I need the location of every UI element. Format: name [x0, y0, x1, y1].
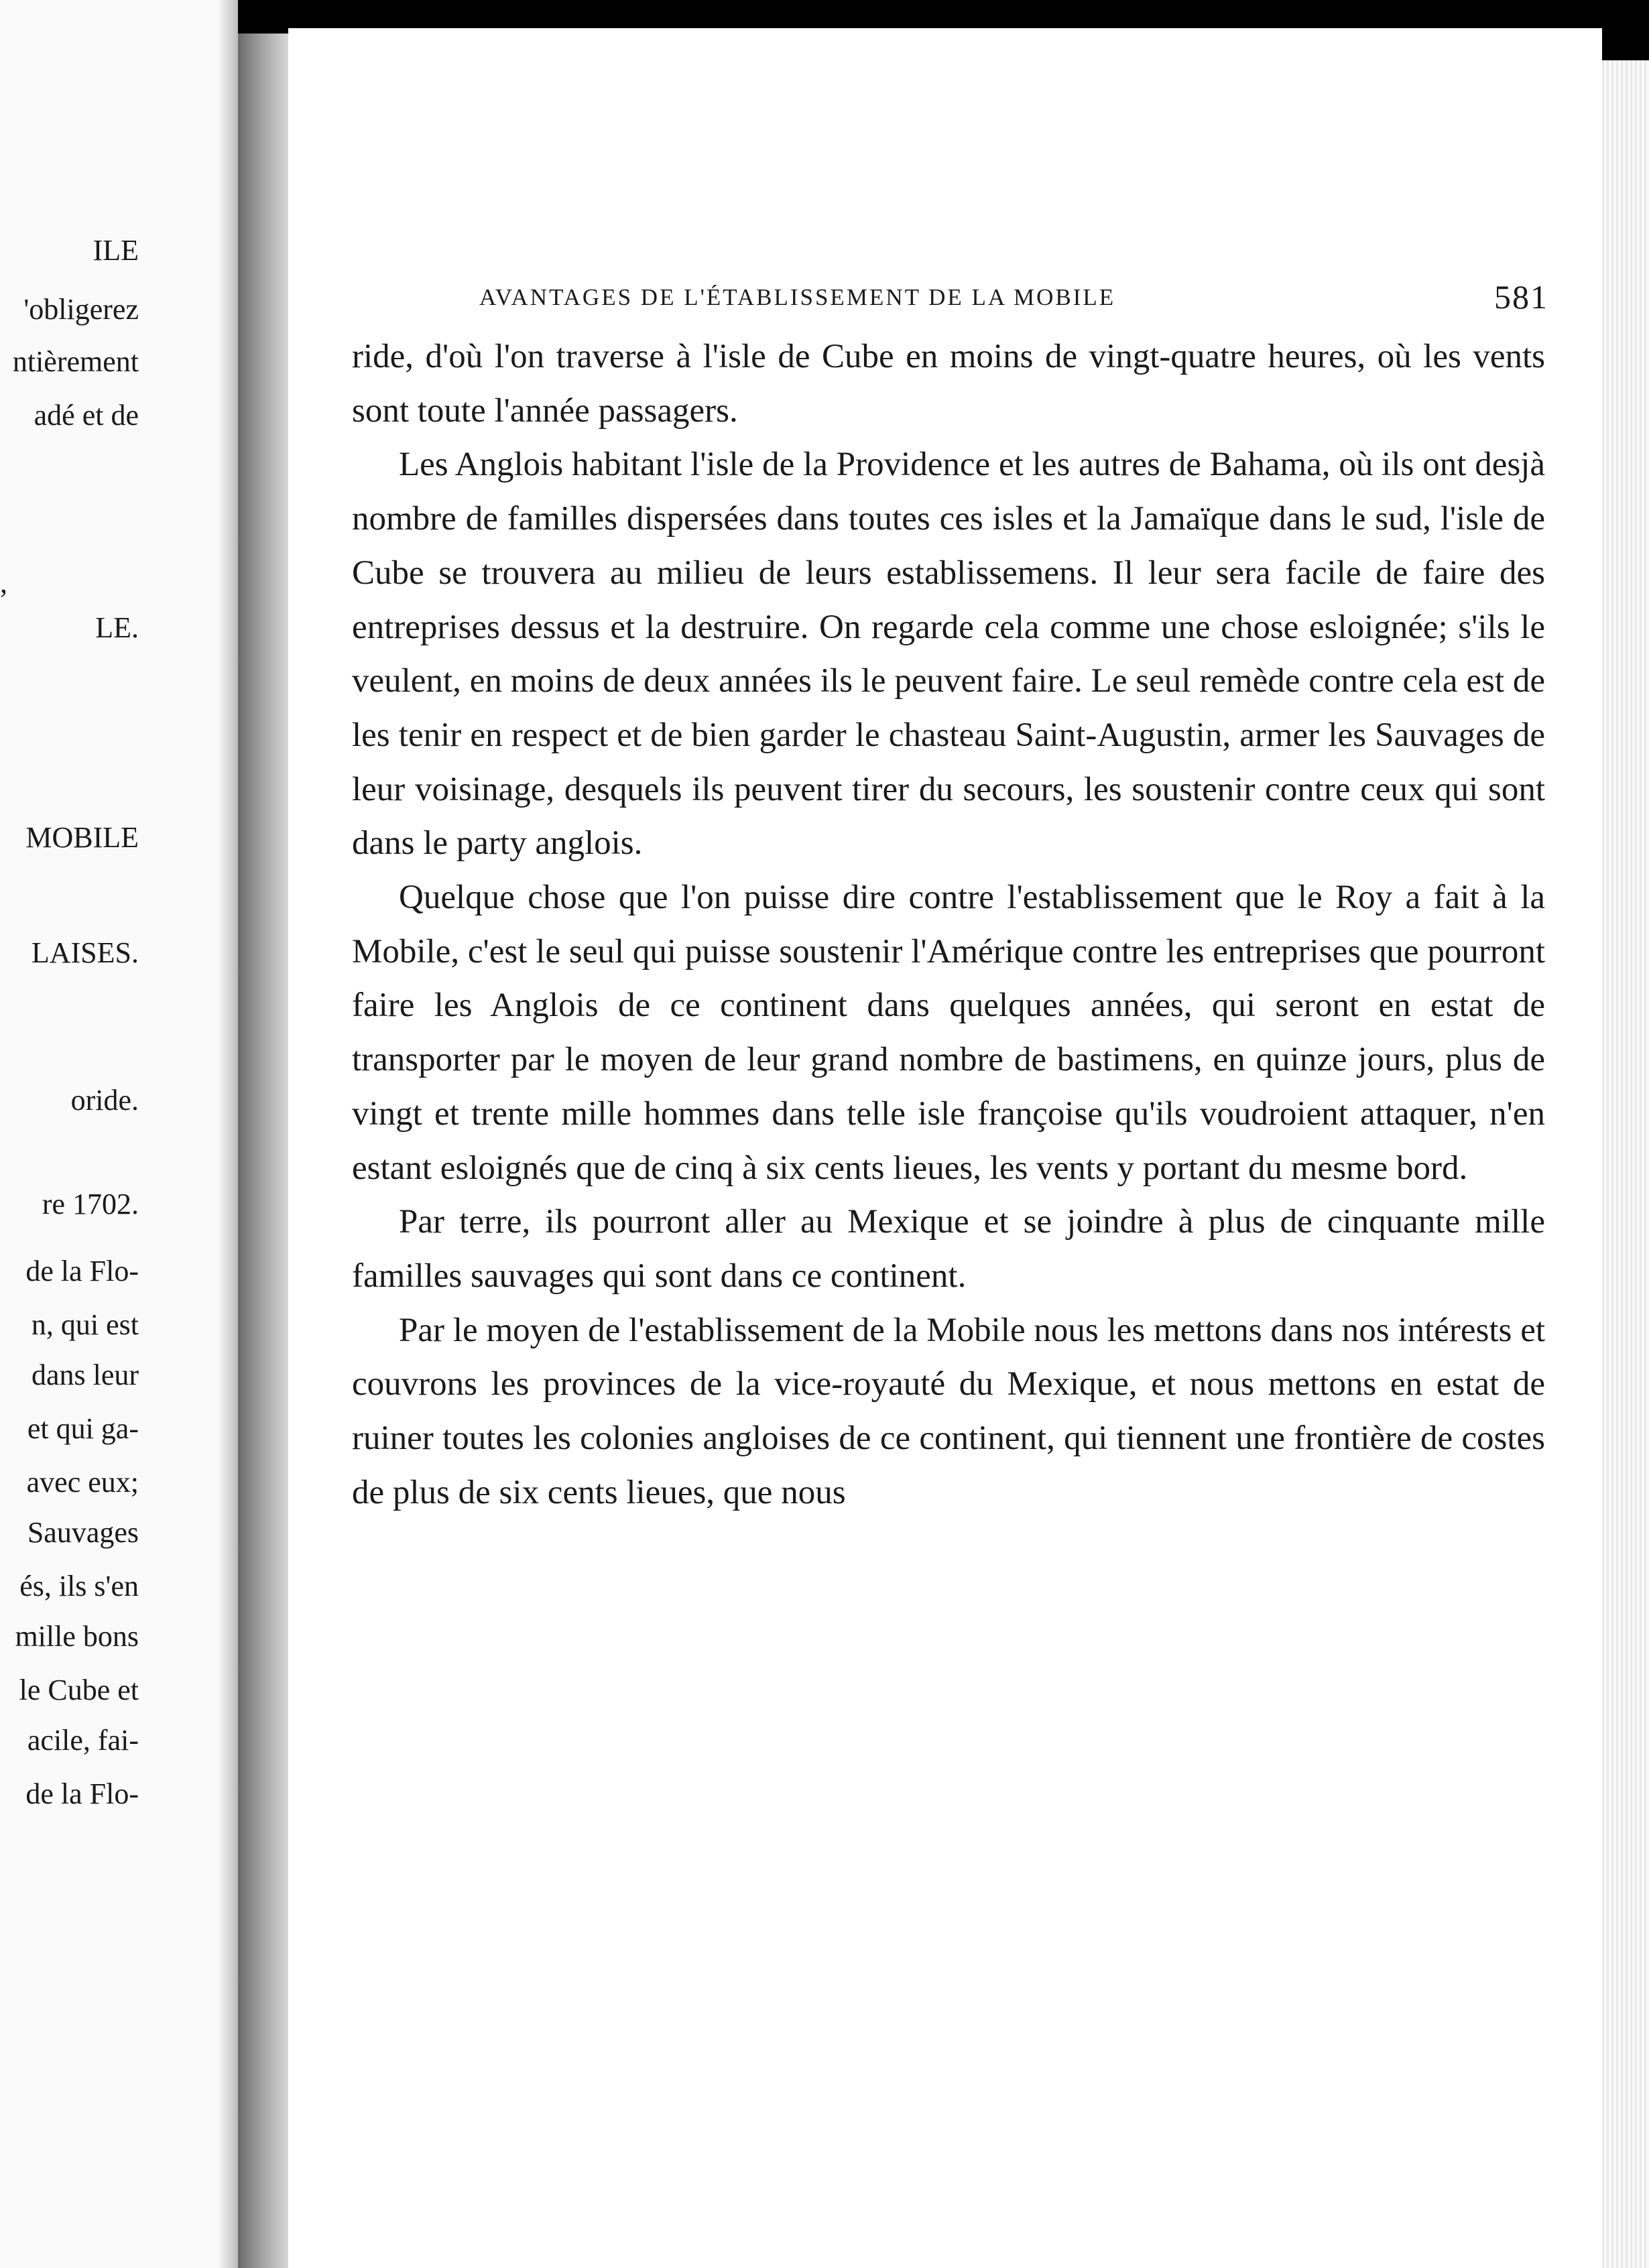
facing-page-fragment: re 1702. — [42, 1188, 139, 1220]
facing-page-fragment: acile, fai- — [27, 1724, 139, 1757]
facing-page-fragment: adé et de — [34, 399, 139, 432]
running-head — [479, 277, 1548, 318]
body-text — [352, 330, 1545, 1519]
book-page — [288, 28, 1602, 2268]
facing-page-fragment: de la Flo- — [25, 1777, 139, 1810]
facing-page-fragment: és, ils s'en — [19, 1570, 139, 1602]
facing-page-fragment: 'obligerez — [23, 293, 139, 326]
paragraph: Par terre, ils pourront aller au Mexique et se joindre à plus de cinquante mille familles sauvages qui sont dans ce continent. — [352, 1203, 1545, 1295]
facing-page-fragment: mille bons — [15, 1620, 139, 1653]
paragraph: Par le moyen de l'establissement de la Mobile nous les mettons dans nos intérests et couvrons les provinces de la vice-royauté du Mexique, et nous mettons en estat de ruiner toutes les colonies angloises de ce continent, qui tiennent une frontière de costes de plus de six cents lieues, que nous — [352, 1311, 1545, 1511]
page-number: 581 — [1494, 278, 1548, 316]
facing-page-fragment: de la Flo- — [25, 1255, 139, 1287]
facing-page-fragment: MOBILE — [25, 821, 139, 854]
facing-page-fragment: avec eux; — [26, 1466, 139, 1499]
facing-page-fragment: n, qui est — [31, 1308, 139, 1341]
paragraph: ride, d'où l'on traverse à l'isle de Cube en moins de vingt-quatre heures, où les vents sont toute l'année passagers. — [352, 338, 1545, 430]
facing-page-fragment: , — [0, 566, 7, 599]
paragraph: Quelque chose que l'on puisse dire contre l'establissement que le Roy a fait à la Mobile, c'est le seul qui puisse soustenir l'Amérique contre les entreprises que pourront faire les Anglois de ce continent dans quelques années, qui seront en estat de transporter par le moyen de leur grand nombre de bastimens, en quinze jours, plus de vingt et trente mille hommes dans telle isle françoise qu'ils voudroient attaquer, n'en estant esloignés que de cinq à six cents lieues, les vents y portant du mesme bord. — [352, 879, 1545, 1187]
paragraph: Les Anglois habitant l'isle de la Providence et les autres de Bahama, où ils ont desjà nombre de familles dispersées dans toutes ces isles et la Jamaïque dans le sud, l'isle de Cube se trouvera au milieu de leurs establissemens. Il leur sera facile de faire des entreprises dessus et la destruire. On regarde cela comme une chose esloignée; s'ils le veulent, en moins de deux années ils le peuvent faire. Le seul remède contre cela est de les tenir en respect et de bien garder le chasteau Saint-Augustin, armer les Sauvages de leur voisinage, desquels ils peuvent tirer du secours, les soustenir contre ceux qui sont dans le party anglois. — [352, 446, 1545, 863]
facing-page-fragment: ntièrement — [12, 345, 139, 378]
facing-page — [0, 0, 238, 2268]
facing-page-fragment: LAISES. — [31, 936, 139, 969]
facing-page-fragment: et qui ga- — [27, 1412, 139, 1445]
facing-page-fragment: Sauvages — [27, 1516, 139, 1549]
running-head-title: AVANTAGES DE L'ÉTABLISSEMENT DE LA MOBILE — [479, 284, 1116, 310]
facing-page-fragment: LE. — [95, 611, 139, 644]
facing-page-fragment: oride. — [70, 1084, 139, 1117]
facing-page-fragment: ILE — [93, 234, 139, 267]
page-gutter — [238, 34, 288, 2268]
facing-page-fragment: dans leur — [31, 1359, 139, 1391]
page-edges — [1602, 60, 1649, 2268]
facing-page-fragment: le Cube et — [19, 1674, 139, 1706]
